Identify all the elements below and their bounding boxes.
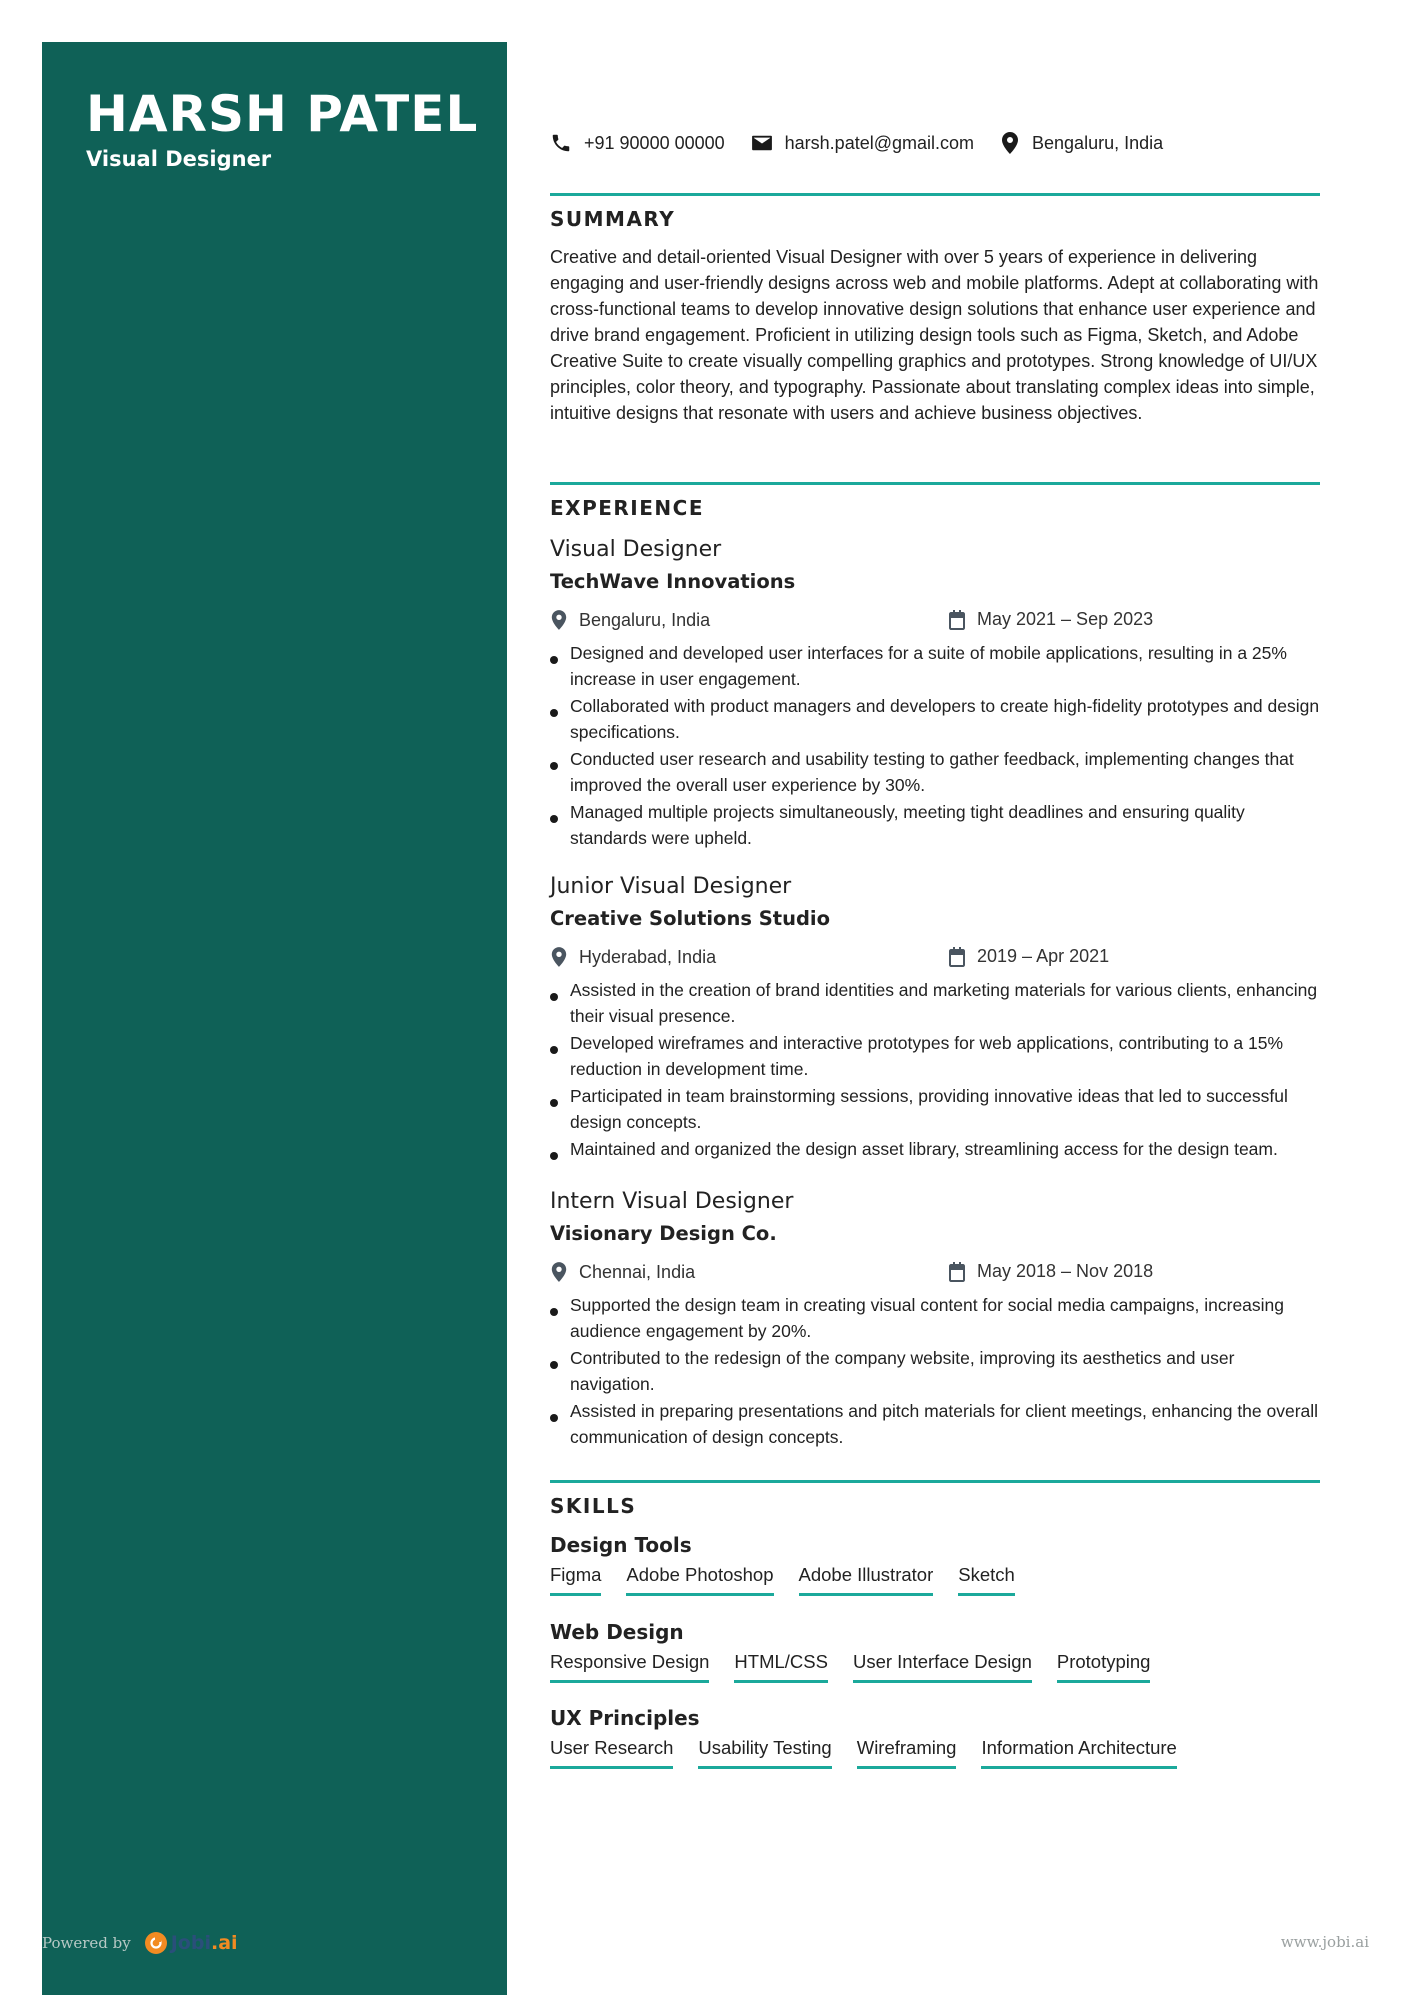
- job-meta: [550, 1261, 1320, 1287]
- sidebar: [42, 42, 507, 1995]
- skill-list: [550, 1736, 1320, 1769]
- contact-bar: [550, 128, 1189, 158]
- logo-accent: .ai: [210, 1932, 238, 1954]
- contact-email: [751, 133, 974, 154]
- skill-list: [550, 1563, 1320, 1596]
- summary-heading: SUMMARY: [550, 207, 676, 231]
- job-bullets: [550, 641, 1320, 851]
- jobi-logo[interactable]: [171, 1932, 238, 1954]
- job-bullets: [550, 1293, 1320, 1450]
- skill-group: [550, 1531, 1320, 1596]
- location-pin-icon: [550, 1261, 568, 1283]
- skill-group: [550, 1618, 1320, 1683]
- phone-text: +91 90000 00000: [584, 132, 725, 153]
- job-company: TechWave Innovations: [550, 570, 796, 593]
- summary-text: Creative and detail-oriented Visual Designer with over 5 years of experience in delivering engaging and user-friendly designs across web and mobile platforms. Adept at collaborating with cross-functional teams to develop innovative design solutions that enhance user experience and drive brand engagement. Proficient in utilizing design tools such as Figma, Sketch, and Adobe Creative Suite to create visually compelling graphics and prototypes. Strong knowledge of UI/UX principles, color theory, and typography. Passionate about translating complex ideas into simple, intuitive designs that resonate with users and achieve business objectives.: [550, 247, 1319, 423]
- job-entry: [550, 1187, 1320, 1452]
- skill-tag: Figma: [550, 1563, 601, 1596]
- skill-tag: Responsive Design: [550, 1650, 709, 1683]
- location-pin-icon: [1000, 131, 1020, 155]
- job-location-text: Chennai, India: [579, 1261, 696, 1282]
- jobi-logo-icon: [145, 1932, 167, 1954]
- skill-tag: Wireframing: [857, 1736, 957, 1769]
- job-dates-text: 2019 – Apr 2021: [977, 946, 1110, 966]
- job-bullets: [550, 978, 1320, 1163]
- job-dates-text: May 2021 – Sep 2023: [977, 609, 1154, 629]
- job-bullet: Collaborated with product managers and developers to create high-fidelity prototypes and design specifications.: [550, 694, 1320, 745]
- job-entry: [550, 872, 1320, 1165]
- job-bullet: Supported the design team in creating visual content for social media campaigns, increasing audience engagement by 20%.: [550, 1293, 1320, 1344]
- location-pin-icon: [550, 609, 568, 631]
- calendar-icon: [948, 947, 966, 967]
- powered-by-text: Powered by: [42, 1934, 131, 1952]
- job-bullet: Maintained and organized the design asset library, streamlining access for the design team.: [550, 1137, 1320, 1163]
- contact-phone: [550, 132, 725, 154]
- job-dates: [948, 946, 1109, 967]
- skill-tag: Adobe Photoshop: [626, 1563, 773, 1596]
- summary-divider: [550, 193, 1320, 196]
- job-bullet: Managed multiple projects simultaneously, meeting tight deadlines and ensuring quality standards were upheld.: [550, 800, 1320, 851]
- location-text: Bengaluru, India: [1032, 132, 1164, 153]
- candidate-role: Visual Designer: [86, 147, 272, 171]
- job-dates: [948, 609, 1153, 630]
- job-bullet: Assisted in the creation of brand identities and marketing materials for various clients, enhancing their visual presence.: [550, 978, 1320, 1029]
- job-bullet: Assisted in preparing presentations and pitch materials for client meetings, enhancing the overall communication of design concepts.: [550, 1399, 1320, 1450]
- skill-tag: Information Architecture: [981, 1736, 1176, 1769]
- powered-by: [42, 1932, 238, 1954]
- job-meta: [550, 609, 1320, 635]
- job-location: [550, 609, 710, 631]
- job-company: Visionary Design Co.: [550, 1222, 777, 1245]
- email-text: harsh.patel@gmail.com: [784, 132, 975, 153]
- skill-tag: User Research: [550, 1736, 673, 1769]
- job-meta: [550, 946, 1320, 972]
- candidate-name: HARSH PATEL: [86, 85, 479, 143]
- calendar-icon: [948, 610, 966, 630]
- job-title: Junior Visual Designer: [550, 874, 792, 899]
- experience-heading: EXPERIENCE: [550, 496, 704, 520]
- mail-icon: [751, 134, 773, 152]
- job-dates-text: May 2018 – Nov 2018: [977, 1261, 1154, 1281]
- job-location: [550, 1261, 695, 1283]
- logo-main: Jobi: [170, 1932, 211, 1954]
- phone-icon: [550, 132, 572, 154]
- job-bullet: Conducted user research and usability testing to gather feedback, implementing changes that improved the overall user experience by 30%.: [550, 747, 1320, 798]
- skill-group-title: Web Design: [550, 1620, 684, 1644]
- job-location: [550, 946, 716, 968]
- job-bullet: Participated in team brainstorming sessions, providing innovative ideas that led to successful design concepts.: [550, 1084, 1320, 1135]
- job-bullet: Developed wireframes and interactive prototypes for web applications, contributing to a 15% reduction in development time.: [550, 1031, 1320, 1082]
- skill-tag: Prototyping: [1057, 1650, 1151, 1683]
- skill-tag: User Interface Design: [853, 1650, 1032, 1683]
- skills-heading: SKILLS: [550, 1494, 637, 1518]
- skill-tag: Sketch: [958, 1563, 1015, 1596]
- job-bullet: Designed and developed user interfaces for a suite of mobile applications, resulting in a 25% increase in user engagement.: [550, 641, 1320, 692]
- contact-location: [1000, 131, 1163, 155]
- skill-group-title: UX Principles: [550, 1706, 700, 1730]
- job-bullet: Contributed to the redesign of the company website, improving its aesthetics and user navigation.: [550, 1346, 1320, 1397]
- job-title: Intern Visual Designer: [550, 1189, 794, 1214]
- skill-tag: Adobe Illustrator: [799, 1563, 934, 1596]
- skill-tag: HTML/CSS: [734, 1650, 828, 1683]
- skills-divider: [550, 1480, 1320, 1483]
- skill-group: [550, 1704, 1320, 1769]
- job-location-text: Hyderabad, India: [579, 946, 717, 967]
- job-title: Visual Designer: [550, 537, 722, 562]
- skill-group-title: Design Tools: [550, 1533, 692, 1557]
- website-link[interactable]: www.jobi.ai: [1280, 1933, 1369, 1951]
- job-location-text: Bengaluru, India: [579, 609, 711, 630]
- job-entry: [550, 535, 1320, 853]
- skill-tag: Usability Testing: [698, 1736, 831, 1769]
- location-pin-icon: [550, 946, 568, 968]
- experience-divider: [550, 482, 1320, 485]
- job-dates: [948, 1261, 1153, 1282]
- calendar-icon: [948, 1262, 966, 1282]
- skill-list: [550, 1650, 1320, 1683]
- job-company: Creative Solutions Studio: [550, 907, 831, 930]
